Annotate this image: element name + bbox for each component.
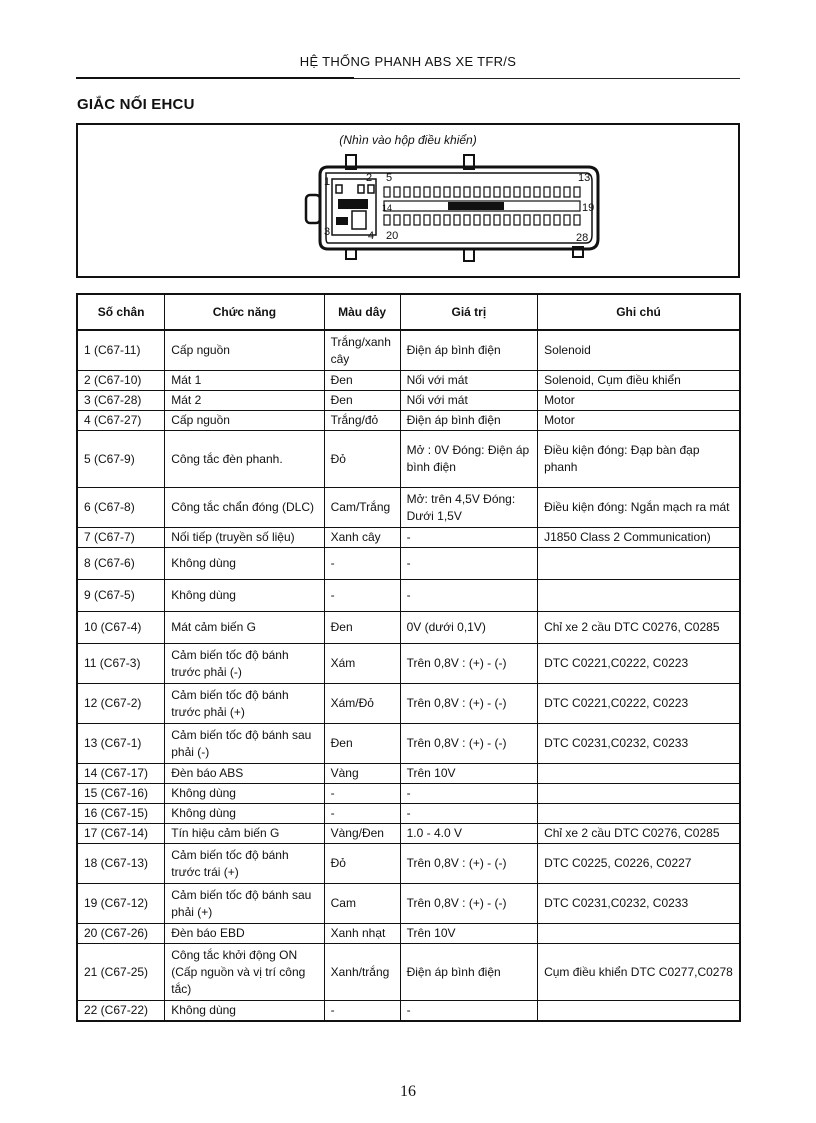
cell-value: - xyxy=(400,784,537,804)
cell-wire-color: - xyxy=(324,784,400,804)
cell-wire-color: Vàng/Đen xyxy=(324,824,400,844)
column-header-pin: Số chân xyxy=(77,294,165,330)
cell-pin: 18 (C67-13) xyxy=(77,844,165,884)
cell-note: J1850 Class 2 Communication) xyxy=(538,528,740,548)
cell-pin: 11 (C67-3) xyxy=(77,644,165,684)
cell-value: - xyxy=(400,804,537,824)
cell-pin: 14 (C67-17) xyxy=(77,764,165,784)
cell-function: Cảm biến tốc độ bánh trước trái (+) xyxy=(165,844,324,884)
cell-wire-color: Đen xyxy=(324,612,400,644)
cell-pin: 5 (C67-9) xyxy=(77,431,165,488)
cell-pin: 10 (C67-4) xyxy=(77,612,165,644)
cell-function: Mát 2 xyxy=(165,391,324,411)
cell-note: DTC C0231,C0232, C0233 xyxy=(538,724,740,764)
cell-function: Cảm biến tốc độ bánh trước phải (-) xyxy=(165,644,324,684)
column-header-wire-color: Màu dây xyxy=(324,294,400,330)
cell-pin: 20 (C67-26) xyxy=(77,924,165,944)
pin-table xyxy=(76,293,741,1022)
cell-wire-color: - xyxy=(324,548,400,580)
cell-pin: 2 (C67-10) xyxy=(77,371,165,391)
table-row xyxy=(77,612,740,644)
cell-function: Đèn báo ABS xyxy=(165,764,324,784)
cell-function: Cấp nguồn xyxy=(165,330,324,371)
pin-label-2: 2 xyxy=(366,172,373,184)
table-row xyxy=(77,391,740,411)
cell-value: - xyxy=(400,1001,537,1022)
cell-wire-color: - xyxy=(324,804,400,824)
cell-pin: 15 (C67-16) xyxy=(77,784,165,804)
cell-wire-color: Xám/Đỏ xyxy=(324,684,400,724)
cell-function: Tín hiệu cảm biến G xyxy=(165,824,324,844)
cell-function: Cảm biến tốc độ bánh trước phải (+) xyxy=(165,684,324,724)
cell-function: Cảm biến tốc độ bánh sau phải (+) xyxy=(165,884,324,924)
connector-diagram xyxy=(76,123,740,278)
cell-value: Mở : 0V Đóng: Điện áp bình điện xyxy=(400,431,537,488)
cell-note: DTC C0225, C0226, C0227 xyxy=(538,844,740,884)
pin-label-3: 3 xyxy=(324,226,331,238)
table-row xyxy=(77,724,740,764)
cell-wire-color: Xám xyxy=(324,644,400,684)
table-row xyxy=(77,804,740,824)
cell-function: Không dùng xyxy=(165,784,324,804)
cell-pin: 13 (C67-1) xyxy=(77,724,165,764)
cell-wire-color: Cam xyxy=(324,884,400,924)
cell-note: Solenoid xyxy=(538,330,740,371)
cell-pin: 8 (C67-6) xyxy=(77,548,165,580)
cell-pin: 1 (C67-11) xyxy=(77,330,165,371)
pin-label-20: 20 xyxy=(386,230,399,242)
cell-note: DTC C0231,C0232, C0233 xyxy=(538,884,740,924)
cell-pin: 19 (C67-12) xyxy=(77,884,165,924)
cell-function: Cảm biến tốc độ bánh sau phải (-) xyxy=(165,724,324,764)
cell-note xyxy=(538,548,740,580)
cell-note xyxy=(538,784,740,804)
cell-value: Mở: trên 4,5V Đóng: Dưới 1,5V xyxy=(400,488,537,528)
cell-function: Công tắc chẩn đóng (DLC) xyxy=(165,488,324,528)
cell-function: Công tắc khởi động ON (Cấp nguồn và vị trí công tắc) xyxy=(165,944,324,1001)
cell-note xyxy=(538,924,740,944)
table-header-row xyxy=(77,294,740,330)
table-row xyxy=(77,580,740,612)
cell-function: Cấp nguồn xyxy=(165,411,324,431)
cell-function: Đèn báo EBD xyxy=(165,924,324,944)
table-row xyxy=(77,684,740,724)
table-row xyxy=(77,844,740,884)
cell-pin: 12 (C67-2) xyxy=(77,684,165,724)
diagram-caption: (Nhìn vào hộp điều khiển) xyxy=(339,133,477,147)
cell-note xyxy=(538,764,740,784)
cell-note: Solenoid, Cụm điều khiển xyxy=(538,371,740,391)
cell-pin: 21 (C67-25) xyxy=(77,944,165,1001)
cell-pin: 4 (C67-27) xyxy=(77,411,165,431)
cell-note xyxy=(538,1001,740,1022)
header-rule-accent xyxy=(76,77,354,79)
pin-label-1: 1 xyxy=(324,176,331,188)
cell-wire-color: Trắng/xanh cây xyxy=(324,330,400,371)
cell-note: Cụm điều khiển DTC C0277,C0278 xyxy=(538,944,740,1001)
cell-wire-color: Đen xyxy=(324,391,400,411)
table-row xyxy=(77,528,740,548)
cell-pin: 22 (C67-22) xyxy=(77,1001,165,1022)
cell-value: 1.0 - 4.0 V xyxy=(400,824,537,844)
cell-wire-color: Đen xyxy=(324,371,400,391)
header-title: HỆ THỐNG PHANH ABS XE TFR/S xyxy=(299,54,517,69)
cell-wire-color: Cam/Trắng xyxy=(324,488,400,528)
cell-wire-color: - xyxy=(324,580,400,612)
pin-label-4: 4 xyxy=(368,230,375,242)
cell-wire-color: Đen xyxy=(324,724,400,764)
cell-wire-color: Xanh nhạt xyxy=(324,924,400,944)
cell-note xyxy=(538,580,740,612)
cell-value: Điện áp bình điện xyxy=(400,411,537,431)
cell-wire-color: Đỏ xyxy=(324,431,400,488)
pin-label-19: 19 xyxy=(582,202,595,214)
table-row xyxy=(77,884,740,924)
cell-function: Không dùng xyxy=(165,804,324,824)
column-header-note: Ghi chú xyxy=(538,294,740,330)
cell-pin: 17 (C67-14) xyxy=(77,824,165,844)
table-row xyxy=(77,330,740,371)
cell-function: Không dùng xyxy=(165,1001,324,1022)
cell-note: Motor xyxy=(538,391,740,411)
column-header-value: Giá trị xyxy=(400,294,537,330)
cell-value: Trên 0,8V : (+) - (-) xyxy=(400,884,537,924)
cell-wire-color: Xanh/trắng xyxy=(324,944,400,1001)
pin-label-5: 5 xyxy=(386,172,393,184)
cell-function: Mát 1 xyxy=(165,371,324,391)
cell-note: DTC C0221,C0222, C0223 xyxy=(538,684,740,724)
cell-note: Chỉ xe 2 cầu DTC C0276, C0285 xyxy=(538,824,740,844)
table-row xyxy=(77,784,740,804)
cell-wire-color: Đỏ xyxy=(324,844,400,884)
cell-value: Trên 0,8V : (+) - (-) xyxy=(400,844,537,884)
cell-note: Motor xyxy=(538,411,740,431)
connector-drawing xyxy=(298,153,608,263)
page-number: 16 xyxy=(400,1083,416,1100)
table-row xyxy=(77,764,740,784)
cell-wire-color: - xyxy=(324,1001,400,1022)
table-row xyxy=(77,371,740,391)
cell-pin: 3 (C67-28) xyxy=(77,391,165,411)
cell-note: DTC C0221,C0222, C0223 xyxy=(538,644,740,684)
cell-pin: 7 (C67-7) xyxy=(77,528,165,548)
table-row xyxy=(77,944,740,1001)
table-row xyxy=(77,924,740,944)
cell-pin: 16 (C67-15) xyxy=(77,804,165,824)
cell-wire-color: Xanh cây xyxy=(324,528,400,548)
cell-value: Trên 10V xyxy=(400,764,537,784)
cell-value: - xyxy=(400,580,537,612)
table-row xyxy=(77,411,740,431)
cell-value: Trên 10V xyxy=(400,924,537,944)
cell-function: Không dùng xyxy=(165,580,324,612)
cell-value: - xyxy=(400,528,537,548)
cell-value: - xyxy=(400,548,537,580)
pin-label-13: 13 xyxy=(578,172,591,184)
pin-label-14: 14 xyxy=(382,203,393,213)
cell-value: 0V (dưới 0,1V) xyxy=(400,612,537,644)
cell-pin: 9 (C67-5) xyxy=(77,580,165,612)
section-title: GIẮC NỐI EHCU xyxy=(77,96,195,113)
cell-function: Công tắc đèn phanh. xyxy=(165,431,324,488)
cell-note: Chỉ xe 2 cầu DTC C0276, C0285 xyxy=(538,612,740,644)
cell-function: Không dùng xyxy=(165,548,324,580)
cell-value: Nối với mát xyxy=(400,371,537,391)
cell-value: Trên 0,8V : (+) - (-) xyxy=(400,644,537,684)
cell-note xyxy=(538,804,740,824)
cell-pin: 6 (C67-8) xyxy=(77,488,165,528)
table-row xyxy=(77,488,740,528)
table-row xyxy=(77,548,740,580)
cell-wire-color: Vàng xyxy=(324,764,400,784)
table-row xyxy=(77,1001,740,1022)
cell-function: Mát cảm biến G xyxy=(165,612,324,644)
cell-value: Điện áp bình điện xyxy=(400,944,537,1001)
cell-note: Điều kiện đóng: Ngắn mạch ra mát xyxy=(538,488,740,528)
table-row xyxy=(77,644,740,684)
table-row xyxy=(77,824,740,844)
column-header-function: Chức năng xyxy=(165,294,324,330)
cell-note: Điều kiện đóng: Đạp bàn đạp phanh xyxy=(538,431,740,488)
cell-value: Trên 0,8V : (+) - (-) xyxy=(400,724,537,764)
cell-value: Nối với mát xyxy=(400,391,537,411)
cell-function: Nối tiếp (truyền số liệu) xyxy=(165,528,324,548)
cell-value: Trên 0,8V : (+) - (-) xyxy=(400,684,537,724)
cell-wire-color: Trắng/đỏ xyxy=(324,411,400,431)
cell-value: Điện áp bình điện xyxy=(400,330,537,371)
table-row xyxy=(77,431,740,488)
pin-label-28: 28 xyxy=(576,232,589,244)
